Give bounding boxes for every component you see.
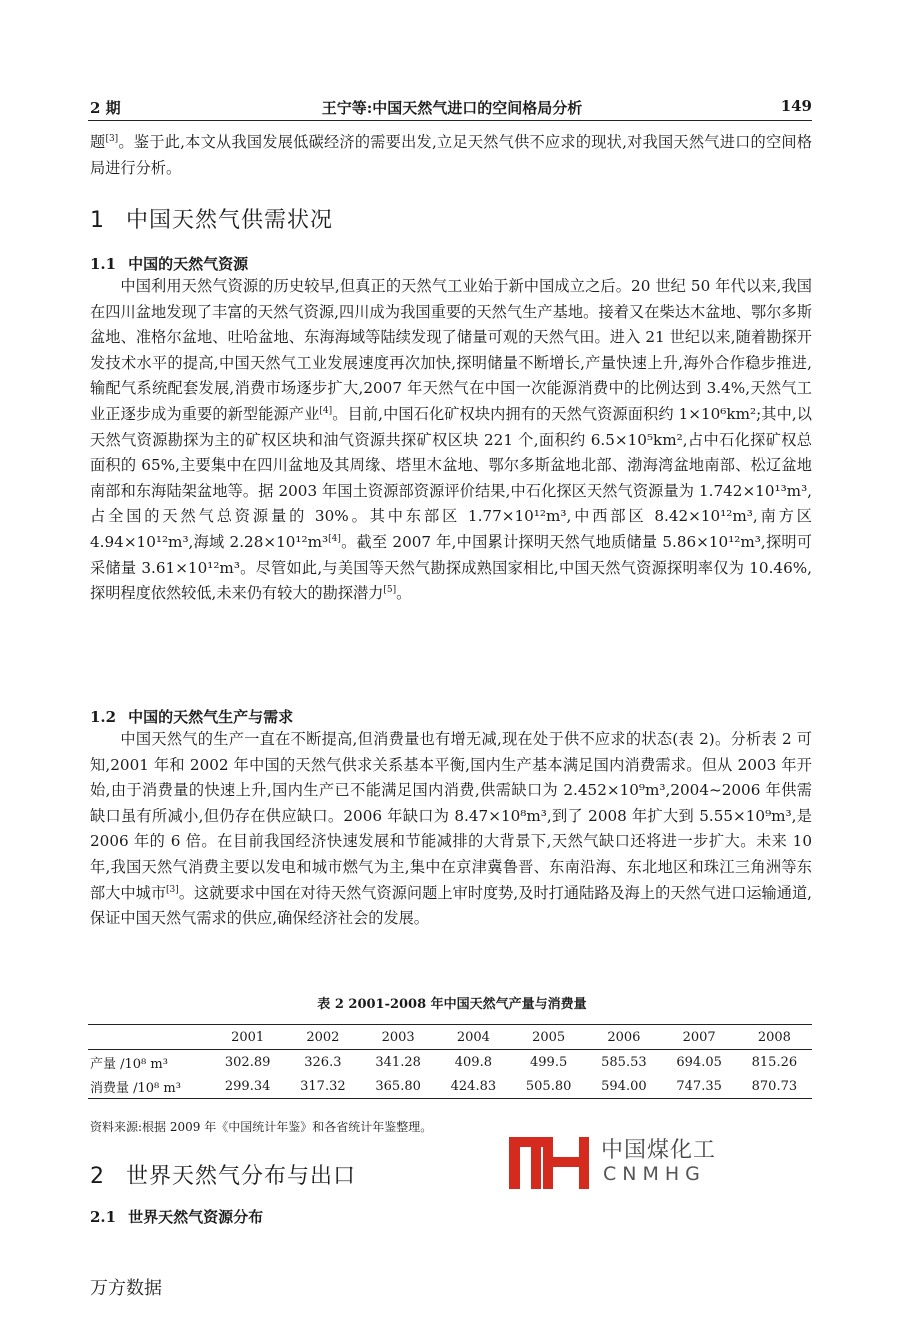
- subsection-title: 中国的天然气资源: [128, 255, 249, 273]
- year-header: 2004: [456, 1029, 490, 1045]
- table-cell: 341.28: [375, 1054, 421, 1070]
- citation-ref[interactable]: [4]: [319, 405, 333, 416]
- table-row: [88, 1074, 812, 1099]
- intro-text-a: 题: [90, 133, 106, 151]
- row-label: 产量 /10⁸ m³: [90, 1056, 168, 1072]
- table-cell: 302.89: [224, 1054, 271, 1070]
- table-cell: 870.73: [751, 1078, 798, 1094]
- table-cell: 747.35: [676, 1078, 722, 1094]
- section-title: 中国天然气供需状况: [126, 208, 334, 233]
- section-number: 2: [90, 1164, 105, 1189]
- table-cell: 299.34: [224, 1078, 271, 1094]
- subsection-title: 世界天然气资源分布: [128, 1208, 264, 1226]
- citation-ref[interactable]: [3]: [105, 133, 119, 144]
- section-number: 1: [90, 208, 105, 233]
- year-header: 2001: [231, 1029, 265, 1045]
- table-cell: 815.26: [751, 1054, 798, 1070]
- body-text: 中国利用天然气资源的历史较早,但真正的天然气工业始于新中国成立之后。20 世纪 50 年代以来,我国在四川盆地发现了丰富的天然气资源,四川成为我国重要的天然气生产基地。接着又在柴达木盆地、鄂尔多斯盆地、准格尔盆地、吐哈盆地、东海海域等陆续发现了储量可观的天然气田。进入 21 世纪以来,随着勘探开发技术水平的提高,中国天然气工业发展速度再次加快,探明储量不断增长,产量快速上升,海外合作稳步推进,输配气系统配套发展,消费市场逐步扩大,2007 年天然气在中国一次能源消费中的比例达到 3.4%,天然气工业正逐步成为重要的新型能源产业: [90, 277, 812, 423]
- year-header: 2005: [532, 1029, 566, 1045]
- year-header: 2002: [306, 1029, 340, 1045]
- section-title: 世界天然气分布与出口: [126, 1164, 357, 1189]
- body-text: 中国天然气的生产一直在不断提高,但消费量也有增无减,现在处于供不应求的状态(表 2)。分析表 2 可知,2001 年和 2002 年中国的天然气供求关系基本平衡,国内生产基本满足国内消费需求。但从 2003 年开始,由于消费量的快速上升,国内生产已不能满足国内消费,供需缺口为 2.452×10⁹m³,2004~2006 年供需缺口虽有所减小,但仍存在供应缺口。2006 年缺口为 8.47×10⁸m³,到了 2008 年扩大到 5.55×10⁹m³,是 2006 年的 6 倍。在目前我国经济快速发展和节能减排的大背景下,天然气缺口还将进一步扩大。未来 10 年,我国天然气消费主要以发电和城市燃气为主,集中在京津冀鲁晋、东南沿海、东北地区和珠江三角洲等东部大中城市: [90, 730, 812, 902]
- page-number: 149: [780, 97, 812, 115]
- wanfang-watermark: 万方数据: [90, 1278, 162, 1299]
- citation-ref[interactable]: [5]: [383, 585, 397, 596]
- table-cell: 499.5: [530, 1054, 568, 1070]
- subsection-heading-1-1: [90, 253, 248, 274]
- table-header-row: [88, 1025, 812, 1050]
- year-header: 2008: [757, 1029, 791, 1045]
- body-text: 。这就要求中国在对待天然气资源问题上审时度势,及时打通陆路及海上的天然气进口运输通道,保证中国天然气需求的供应,确保经济社会的发展。: [90, 883, 813, 928]
- table-row: [88, 1050, 812, 1075]
- table-cell: 424.83: [450, 1078, 497, 1094]
- table-cell: 317.32: [300, 1078, 346, 1094]
- subsection-number: 2.1: [90, 1208, 117, 1226]
- year-header: 2007: [682, 1029, 716, 1045]
- logo-english-name: CNMHG: [603, 1163, 706, 1185]
- subsection-heading-2-1: [90, 1206, 263, 1227]
- table-cell: 409.8: [454, 1054, 492, 1070]
- issue-label: 2 期: [90, 99, 121, 117]
- subsection-number: 1.1: [90, 255, 117, 273]
- subsection-heading-1-2: [90, 706, 293, 727]
- cnmhg-logo: [507, 1131, 717, 1191]
- section-heading-1: [90, 203, 333, 234]
- body-text: 。目前,中国石化矿权块内拥有的天然气资源面积约 1×10⁶km²;其中,以天然气资源勘探为主的矿权区块和油气资源共探矿权区块 221 个,面积约 6.5×10⁵km²,占中石化探矿权总面积的 65%,主要集中在四川盆地及其周缘、塔里木盆地、鄂尔多斯盆地北部、渤海湾盆地南部、松辽盆地南部和东海陆架盆地等。据 2003 年国土资源部资源评价结果,中石化探区天然气资源量为 1.742×10¹³m³,占全国的天然气总资源量的 30%。其中东部区 1.77×10¹²m³,中西部区 8.42×10¹²m³,南方区 4.94×10¹²m³,海域 2.28×10¹²m³: [90, 404, 812, 551]
- year-header: 2006: [607, 1029, 641, 1045]
- table-caption: 表 2 2001-2008 年中国天然气产量与消费量: [317, 997, 587, 1012]
- table-cell: 365.80: [375, 1078, 421, 1094]
- citation-ref[interactable]: [4]: [328, 533, 341, 544]
- header-rule: [88, 120, 812, 121]
- paragraph-production: [90, 727, 812, 932]
- row-label: 消费量 /10⁸ m³: [90, 1080, 181, 1096]
- body-text: 。: [396, 584, 412, 603]
- logo-chinese-name: 中国煤化工: [601, 1138, 717, 1163]
- table-cell: 694.05: [676, 1054, 722, 1070]
- year-header: 2003: [381, 1029, 415, 1045]
- intro-paragraph: [90, 130, 812, 181]
- body-text: 。截至 2007 年,中国累计探明天然气地质储量 5.86×10¹²m³,探明可采储量 3.61×10¹²m³。尽管如此,与美国等天然气勘探成熟国家相比,中国天然气资源探明率仅为 10.46%,探明程度依然较低,未来仍有较大的勘探潜力: [90, 532, 812, 603]
- table-cell: 505.80: [525, 1078, 572, 1094]
- subsection-title: 中国的天然气生产与需求: [128, 708, 294, 726]
- mh-logo-icon: [507, 1131, 597, 1191]
- running-title: 王宁等:中国天然气进口的空间格局分析: [321, 99, 583, 117]
- subsection-number: 1.2: [90, 708, 117, 726]
- production-consumption-table: [88, 1024, 812, 1099]
- table-source-note: 资料来源:根据 2009 年《中国统计年鉴》和各省统计年鉴整理。: [90, 1120, 433, 1134]
- table-cell: 326.3: [304, 1054, 342, 1070]
- intro-text-b: 。鉴于此,本文从我国发展低碳经济的需要出发,立足天然气供不应求的现状,对我国天然气进口的空间格局进行分析。: [90, 133, 813, 177]
- table-cell: 594.00: [601, 1078, 647, 1094]
- paragraph-resources: [90, 274, 812, 607]
- section-heading-2: [90, 1159, 356, 1190]
- table-cell: 585.53: [601, 1054, 647, 1070]
- table-corner: [88, 1025, 210, 1050]
- citation-ref[interactable]: [3]: [166, 884, 179, 895]
